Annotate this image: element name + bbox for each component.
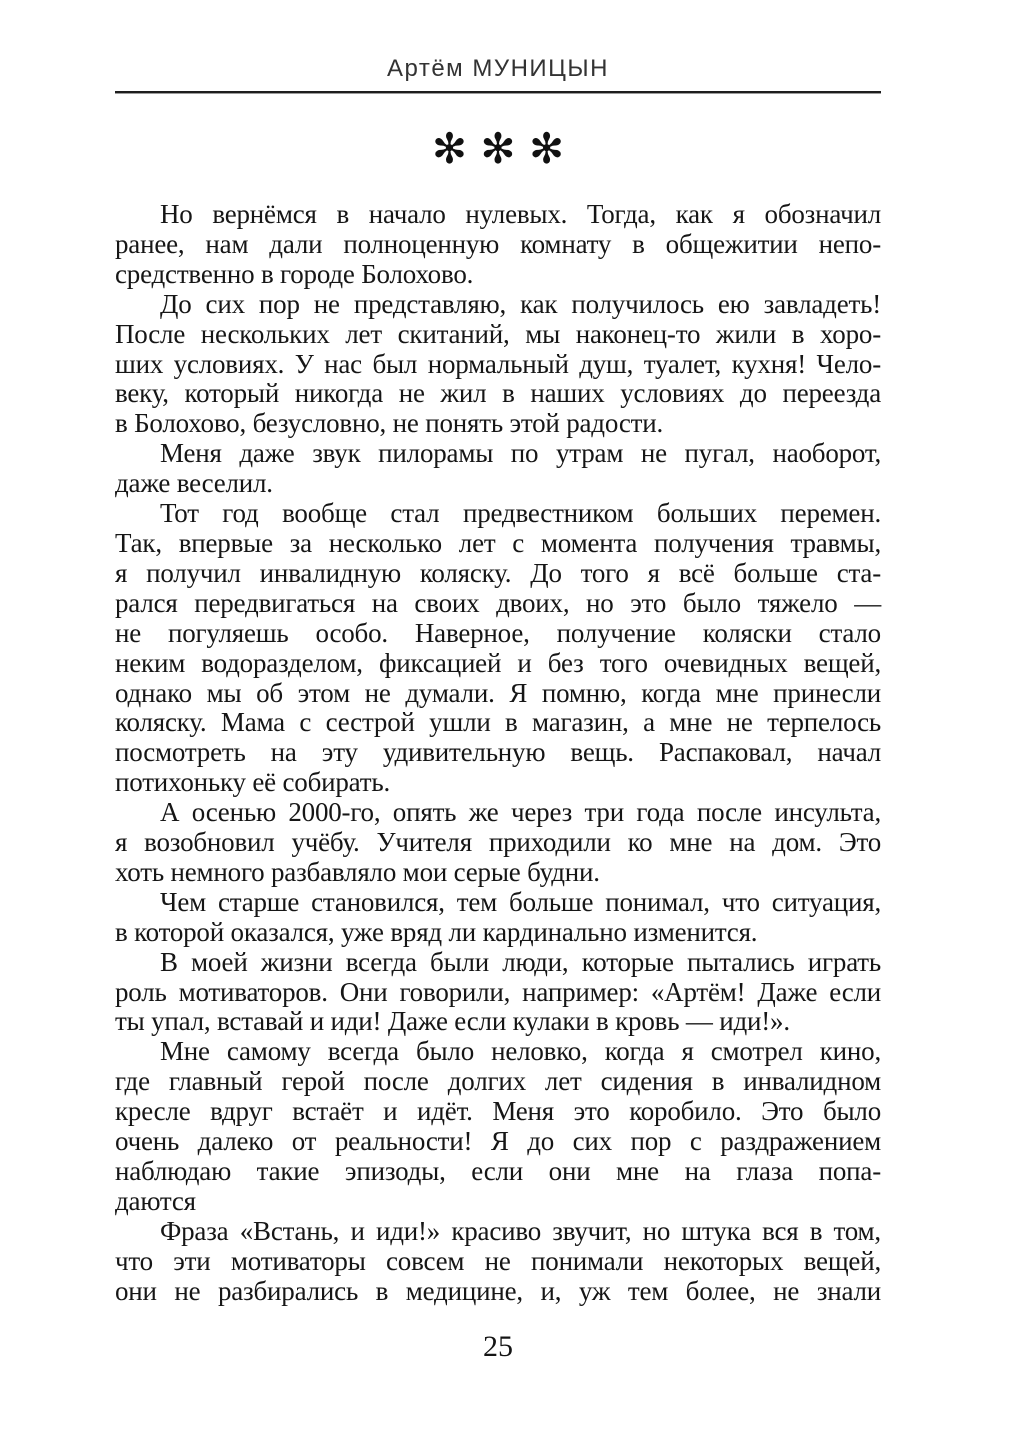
paragraph [115,499,881,798]
text-line: ранее, нам дали полноценную комнату в общежитии непо- [115,228,881,259]
text-line: что эти мотиваторы совсем не понимали некоторых вещей, [115,1245,881,1276]
text-line: А осенью 2000-го, опять же через три года после инсульта, [160,797,881,828]
text-line: очень далеко от реальности! Я до сих пор с раздражением [115,1126,881,1157]
text-line: Но вернёмся в начало нулевых. Тогда, как я обозначил [160,199,881,229]
text-line: коляску. Мама с сестрой ушли в магазин, а мне не терпелось [115,707,881,738]
text-line: неким водоразделом, фиксацией и без того очевидных вещей, [115,647,881,678]
text-line: даются [115,1185,196,1216]
text-line: средственно в городе Болохово. [115,258,474,289]
paragraph [115,1217,881,1307]
text-line: рался передвигаться на своих двоих, но это было тяжело — [115,587,881,618]
text-line: я получил инвалидную коляску. До того я всё больше ста- [115,557,881,588]
text-line: где главный герой после долгих лет сидения в инвалидном [115,1066,881,1097]
text-line: Мне самому всегда было неловко, когда я смотрел кино, [160,1036,881,1067]
text-line: они не разбирались в медицине, и, уж тем более, не знали [115,1275,881,1306]
text-line: ты упал, вставай и иди! Даже если кулаки в кровь — иди!». [115,1006,790,1037]
text-line: веку, который никогда не жил в наших условиях до переезда [115,378,881,409]
text-line: роль мотиваторов. Они говорили, например: «Артём! Даже если [115,976,881,1007]
text-line: Так, впервые за несколько лет с момента получения травмы, [115,527,881,558]
running-header: Артём МУНИЦЫН [387,55,609,82]
text-line: Фраза «Встань, и иди!» красиво звучит, но штука вся в том, [160,1215,881,1246]
paragraph [115,948,881,1038]
text-line: в Болохово, безусловно, не понять этой радости. [115,408,664,439]
paragraph [115,290,881,440]
text-line: потихоньку её собирать. [115,767,390,798]
text-line: Чем старше становился, тем больше понимал, что ситуация, [160,886,881,917]
text-line: Тот год вообще стал предвестником больших перемен. [160,498,881,529]
text-line: До сих пор не представляю, как получилось ею завладеть! [160,288,881,319]
text-line: посмотреть на эту удивительную вещь. Распаковал, начал [115,737,881,768]
page-text [115,200,881,1307]
text-line: хоть немного разбавляло мои серые будни. [115,856,600,887]
page-number: 25 [483,1330,513,1363]
text-line: однако мы об этом не думали. Я помню, когда мне принесли [115,677,881,708]
header-rule-light-line [115,93,881,94]
text-line: После нескольких лет скитаний, мы наконец-то жили в хоро- [115,318,881,349]
paragraph [115,888,881,948]
paragraph [115,200,881,290]
text-line: наблюдаю такие эпизоды, если они мне на глаза попа- [115,1156,881,1186]
header-rule [115,91,881,94]
text-line: не погуляешь особо. Наверное, получение коляски стало [115,617,881,648]
section-separator-asterisks: ✻ ✻ ✻ [431,124,565,173]
text-line: Меня даже звук пилорамы по утрам не пугал, наоборот, [160,438,881,469]
text-line: в которой оказался, уже вряд ли кардинально изменится. [115,916,758,947]
text-line: ших условиях. У нас был нормальный душ, туалет, кухня! Чело- [115,348,881,379]
paragraph [115,798,881,888]
text-line: даже веселил. [115,468,273,499]
text-line: В моей жизни всегда были люди, которые пытались играть [160,946,881,977]
text-line: я возобновил учёбу. Учителя приходили ко мне на дом. Это [115,827,881,858]
paragraph [115,439,881,499]
text-line: кресле вдруг встаёт и идёт. Меня это коробило. Это было [115,1096,881,1127]
paragraph [115,1037,881,1216]
